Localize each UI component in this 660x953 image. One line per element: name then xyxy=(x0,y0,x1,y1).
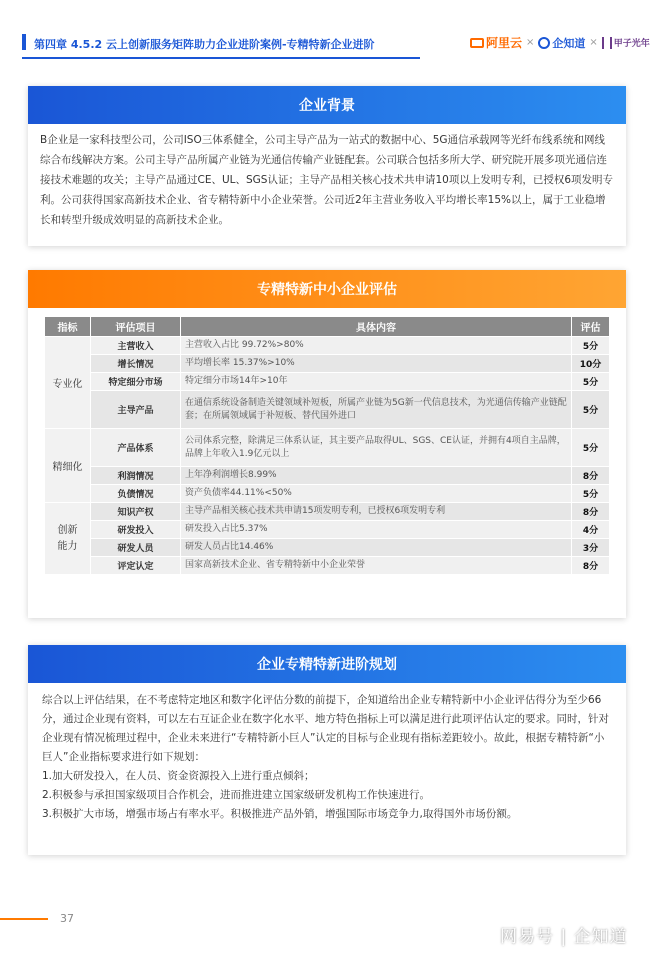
table-row xyxy=(45,391,610,429)
header-accent-bar xyxy=(22,34,26,50)
col-item: 评估项目 xyxy=(91,317,181,337)
partner-logos xyxy=(470,34,650,51)
row-score: 4分 xyxy=(572,521,610,539)
row-content: 主营收入占比 99.72%>80% xyxy=(181,337,572,355)
row-item: 研发人员 xyxy=(91,539,181,557)
row-item: 负债情况 xyxy=(91,485,181,503)
row-score: 5分 xyxy=(572,485,610,503)
row-score: 5分 xyxy=(572,429,610,467)
row-content: 在通信系统设备制造关键领域补短板，所属产业链为5G新一代信息技术，为光通信传输产业链配套；在所属领域属于补短板、替代国外进口 xyxy=(181,391,572,429)
table-row xyxy=(45,355,610,373)
row-item: 增长情况 xyxy=(91,355,181,373)
chapter-title: 第四章 4.5.2 云上创新服务矩阵助力企业进阶案例-专精特新企业进阶 xyxy=(34,38,375,51)
footer-accent-line xyxy=(0,918,48,920)
qizhidao-logo: 企知道 xyxy=(538,35,585,51)
evaluation-table xyxy=(44,316,610,575)
indicator-innovation: 创新 能力 xyxy=(45,503,91,575)
col-content: 具体内容 xyxy=(181,317,572,337)
row-score: 10分 xyxy=(572,355,610,373)
table-row xyxy=(45,429,610,467)
plan-item: 2.积极参与承担国家级项目合作机会，进而推进建立国家级研发机构工作快速进行。 xyxy=(42,789,431,801)
col-indicator: 指标 xyxy=(45,317,91,337)
row-content: 国家高新技术企业、省专精特新中小企业荣誉 xyxy=(181,557,572,575)
row-item: 利润情况 xyxy=(91,467,181,485)
row-score: 5分 xyxy=(572,337,610,355)
row-item: 评定认定 xyxy=(91,557,181,575)
col-score: 评估 xyxy=(572,317,610,337)
table-row xyxy=(45,467,610,485)
table-row xyxy=(45,521,610,539)
watermark: 网易号 | 企知道 xyxy=(500,927,628,947)
logo-separator: × xyxy=(526,37,535,48)
table-row xyxy=(45,503,610,521)
row-score: 8分 xyxy=(572,503,610,521)
indicator-specialization: 专业化 xyxy=(45,337,91,429)
row-item: 产品体系 xyxy=(91,429,181,467)
table-row xyxy=(45,539,610,557)
background-card xyxy=(28,86,626,246)
evaluation-card xyxy=(28,270,626,618)
row-item: 特定细分市场 xyxy=(91,373,181,391)
background-text: B企业是一家科技型公司，公司ISO三体系健全，公司主导产品为一站式的数据中心、5G通信承载网等光纤布线系统和网线综合布线解决方案。公司主导产品所属产业链为光通信传输产业链配套。公司联合包括多所大学、研究院开展多项光通信连接技术难题的攻关；主导产品通过CE、UL、SGS认证；主导产品相关核心技术共申请10项以上发明专利，已授权6项发明专利。公司获得国家高新技术企业、省专精特新中小企业荣誉。公司近2年主营业务收入平均增长率15%以上，属于工业稳增长和转型升级成效明显的高新技术企业。 xyxy=(40,134,614,226)
row-content: 研发人员占比14.46% xyxy=(181,539,572,557)
table-row xyxy=(45,485,610,503)
plan-text xyxy=(28,683,626,834)
row-content: 上年净利润增长8.99% xyxy=(181,467,572,485)
row-score: 8分 xyxy=(572,557,610,575)
row-item: 知识产权 xyxy=(91,503,181,521)
row-content: 研发投入占比5.37% xyxy=(181,521,572,539)
row-content: 平均增长率 15.37%>10% xyxy=(181,355,572,373)
page-header xyxy=(0,0,660,60)
plan-intro: 综合以上评估结果，在不考虑特定地区和数字化评估分数的前提下，企知道给出企业专精特新中小企业评估得分为至少66分，通过企业现有资料，可以左右互证企业在数字化水平、地方特色指标上可以满足进行此项评估认定的要求。同时，针对企业现有情况梳理过程中，企业未来进行“专精特新小巨人”认定的目标与企业现有指标差距较小。故此，根据专精特新“小巨人”企业指标要求进行如下规划： xyxy=(42,694,609,763)
jiazi-icon xyxy=(602,37,612,49)
qizhidao-icon xyxy=(538,37,550,49)
row-content: 特定细分市场14年>10年 xyxy=(181,373,572,391)
plan-item: 3.积极扩大市场，增强市场占有率水平。积极推进产品外销，增强国际市场竞争力,取得国外市场份额。 xyxy=(42,808,518,820)
table-row xyxy=(45,337,610,355)
jiazi-logo: 甲子光年 xyxy=(602,36,650,49)
row-item: 研发投入 xyxy=(91,521,181,539)
header-underline xyxy=(22,57,420,59)
row-item: 主导产品 xyxy=(91,391,181,429)
row-content: 资产负债率44.11%<50% xyxy=(181,485,572,503)
plan-heading: 企业专精特新进阶规划 xyxy=(28,645,626,683)
indicator-refinement: 精细化 xyxy=(45,429,91,503)
plan-item: 1.加大研发投入，在人员、资金资源投入上进行重点倾斜； xyxy=(42,770,315,782)
row-score: 8分 xyxy=(572,467,610,485)
aliyun-logo: 阿里云 xyxy=(470,34,522,51)
background-heading: 企业背景 xyxy=(28,86,626,124)
table-row xyxy=(45,373,610,391)
aliyun-icon xyxy=(470,38,484,48)
row-item: 主营收入 xyxy=(91,337,181,355)
evaluation-heading: 专精特新中小企业评估 xyxy=(28,270,626,308)
logo-separator: × xyxy=(589,37,598,48)
row-content: 公司体系完整，除满足三体系认证，其主要产品取得UL、SGS、CE认证，并拥有4项自主品牌，品牌上年收入1.9亿元以上 xyxy=(181,429,572,467)
page-number: 37 xyxy=(60,912,74,925)
row-content: 主导产品相关核心技术共申请15项发明专利，已授权6项发明专利 xyxy=(181,503,572,521)
row-score: 5分 xyxy=(572,373,610,391)
row-score: 3分 xyxy=(572,539,610,557)
row-score: 5分 xyxy=(572,391,610,429)
plan-card xyxy=(28,645,626,855)
table-row xyxy=(45,557,610,575)
